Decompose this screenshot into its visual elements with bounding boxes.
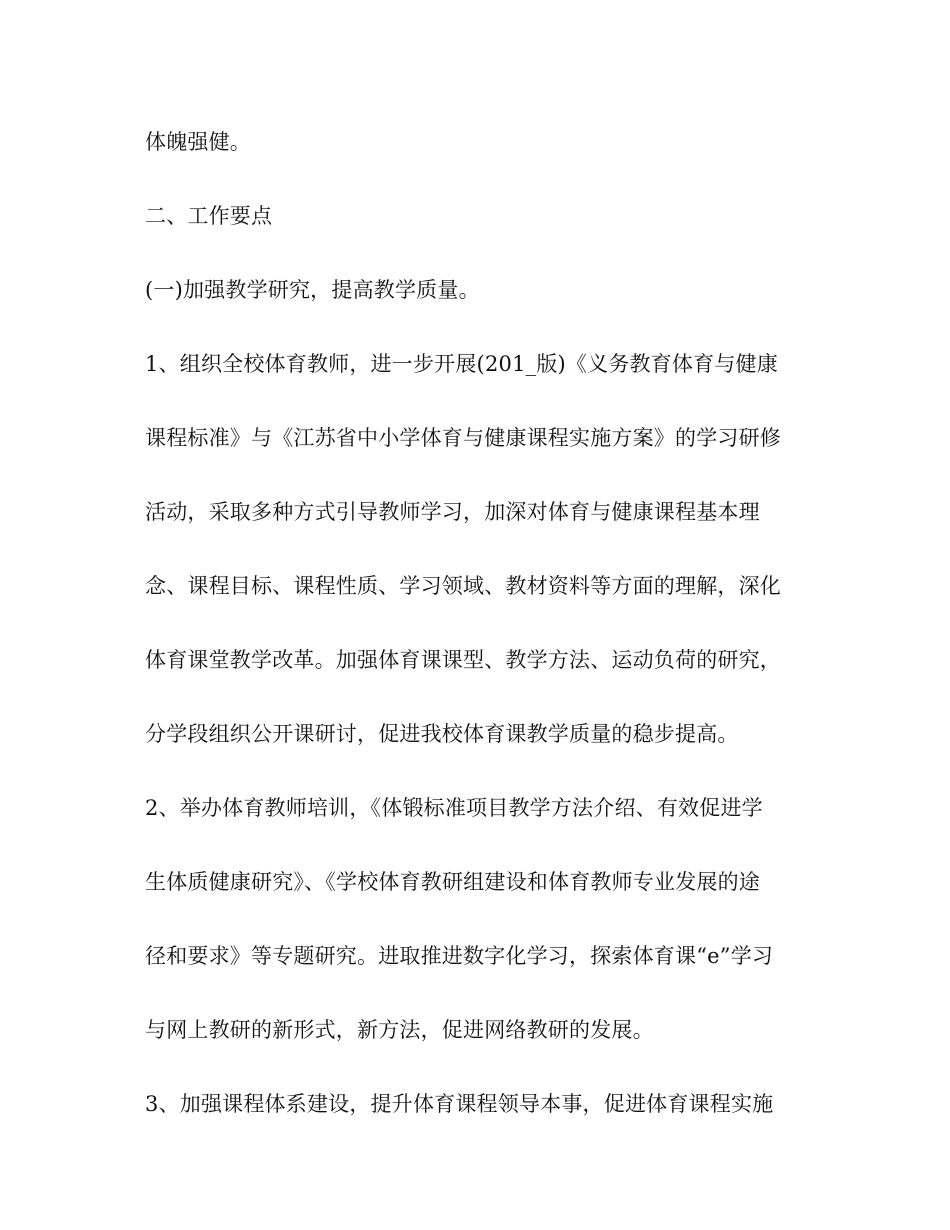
- text-line-8: 体育课堂教学改革。加强体育课课型、教学方法、运动负荷的研究，: [145, 648, 781, 672]
- text-line-4: 1、组织全校体育教师，进一步开展(201_版)《义务教育体育与健康: [145, 352, 778, 376]
- text-line-14: 3、加强课程体系建设，提升体育课程领导本事，促进体育课程实施: [145, 1092, 774, 1116]
- text-line-10: 2、举办体育教师培训，《体锻标准项目教学方法介绍、有效促进学: [145, 796, 763, 820]
- text-line-9: 分学段组织公开课研讨，促进我校体育课教学质量的稳步提高。: [145, 722, 739, 746]
- text-line-11: 生体质健康研究》、《学校体育教研组建设和体育教师专业发展的途: [145, 870, 760, 894]
- text-line-5: 课程标准》与《江苏省中小学体育与健康课程实施方案》的学习研修: [145, 426, 781, 450]
- text-line-12: 径和要求》等专题研究。进取推进数字化学习，探索体育课“e”学习: [145, 944, 774, 968]
- text-line-13: 与网上教研的新形式，新方法，促进网络教研的发展。: [145, 1018, 654, 1042]
- section-heading: 二、工作要点: [145, 204, 273, 228]
- text-line-7: 念、课程目标、课程性质、学习领域、教材资料等方面的理解，深化: [145, 574, 781, 598]
- subsection-heading: (一)加强教学研究，提高教学质量。: [145, 278, 480, 302]
- text-line-6: 活动，采取多种方式引导教师学习，加深对体育与健康课程基本理: [145, 500, 760, 524]
- text-line-1: 体魄强健。: [145, 130, 251, 154]
